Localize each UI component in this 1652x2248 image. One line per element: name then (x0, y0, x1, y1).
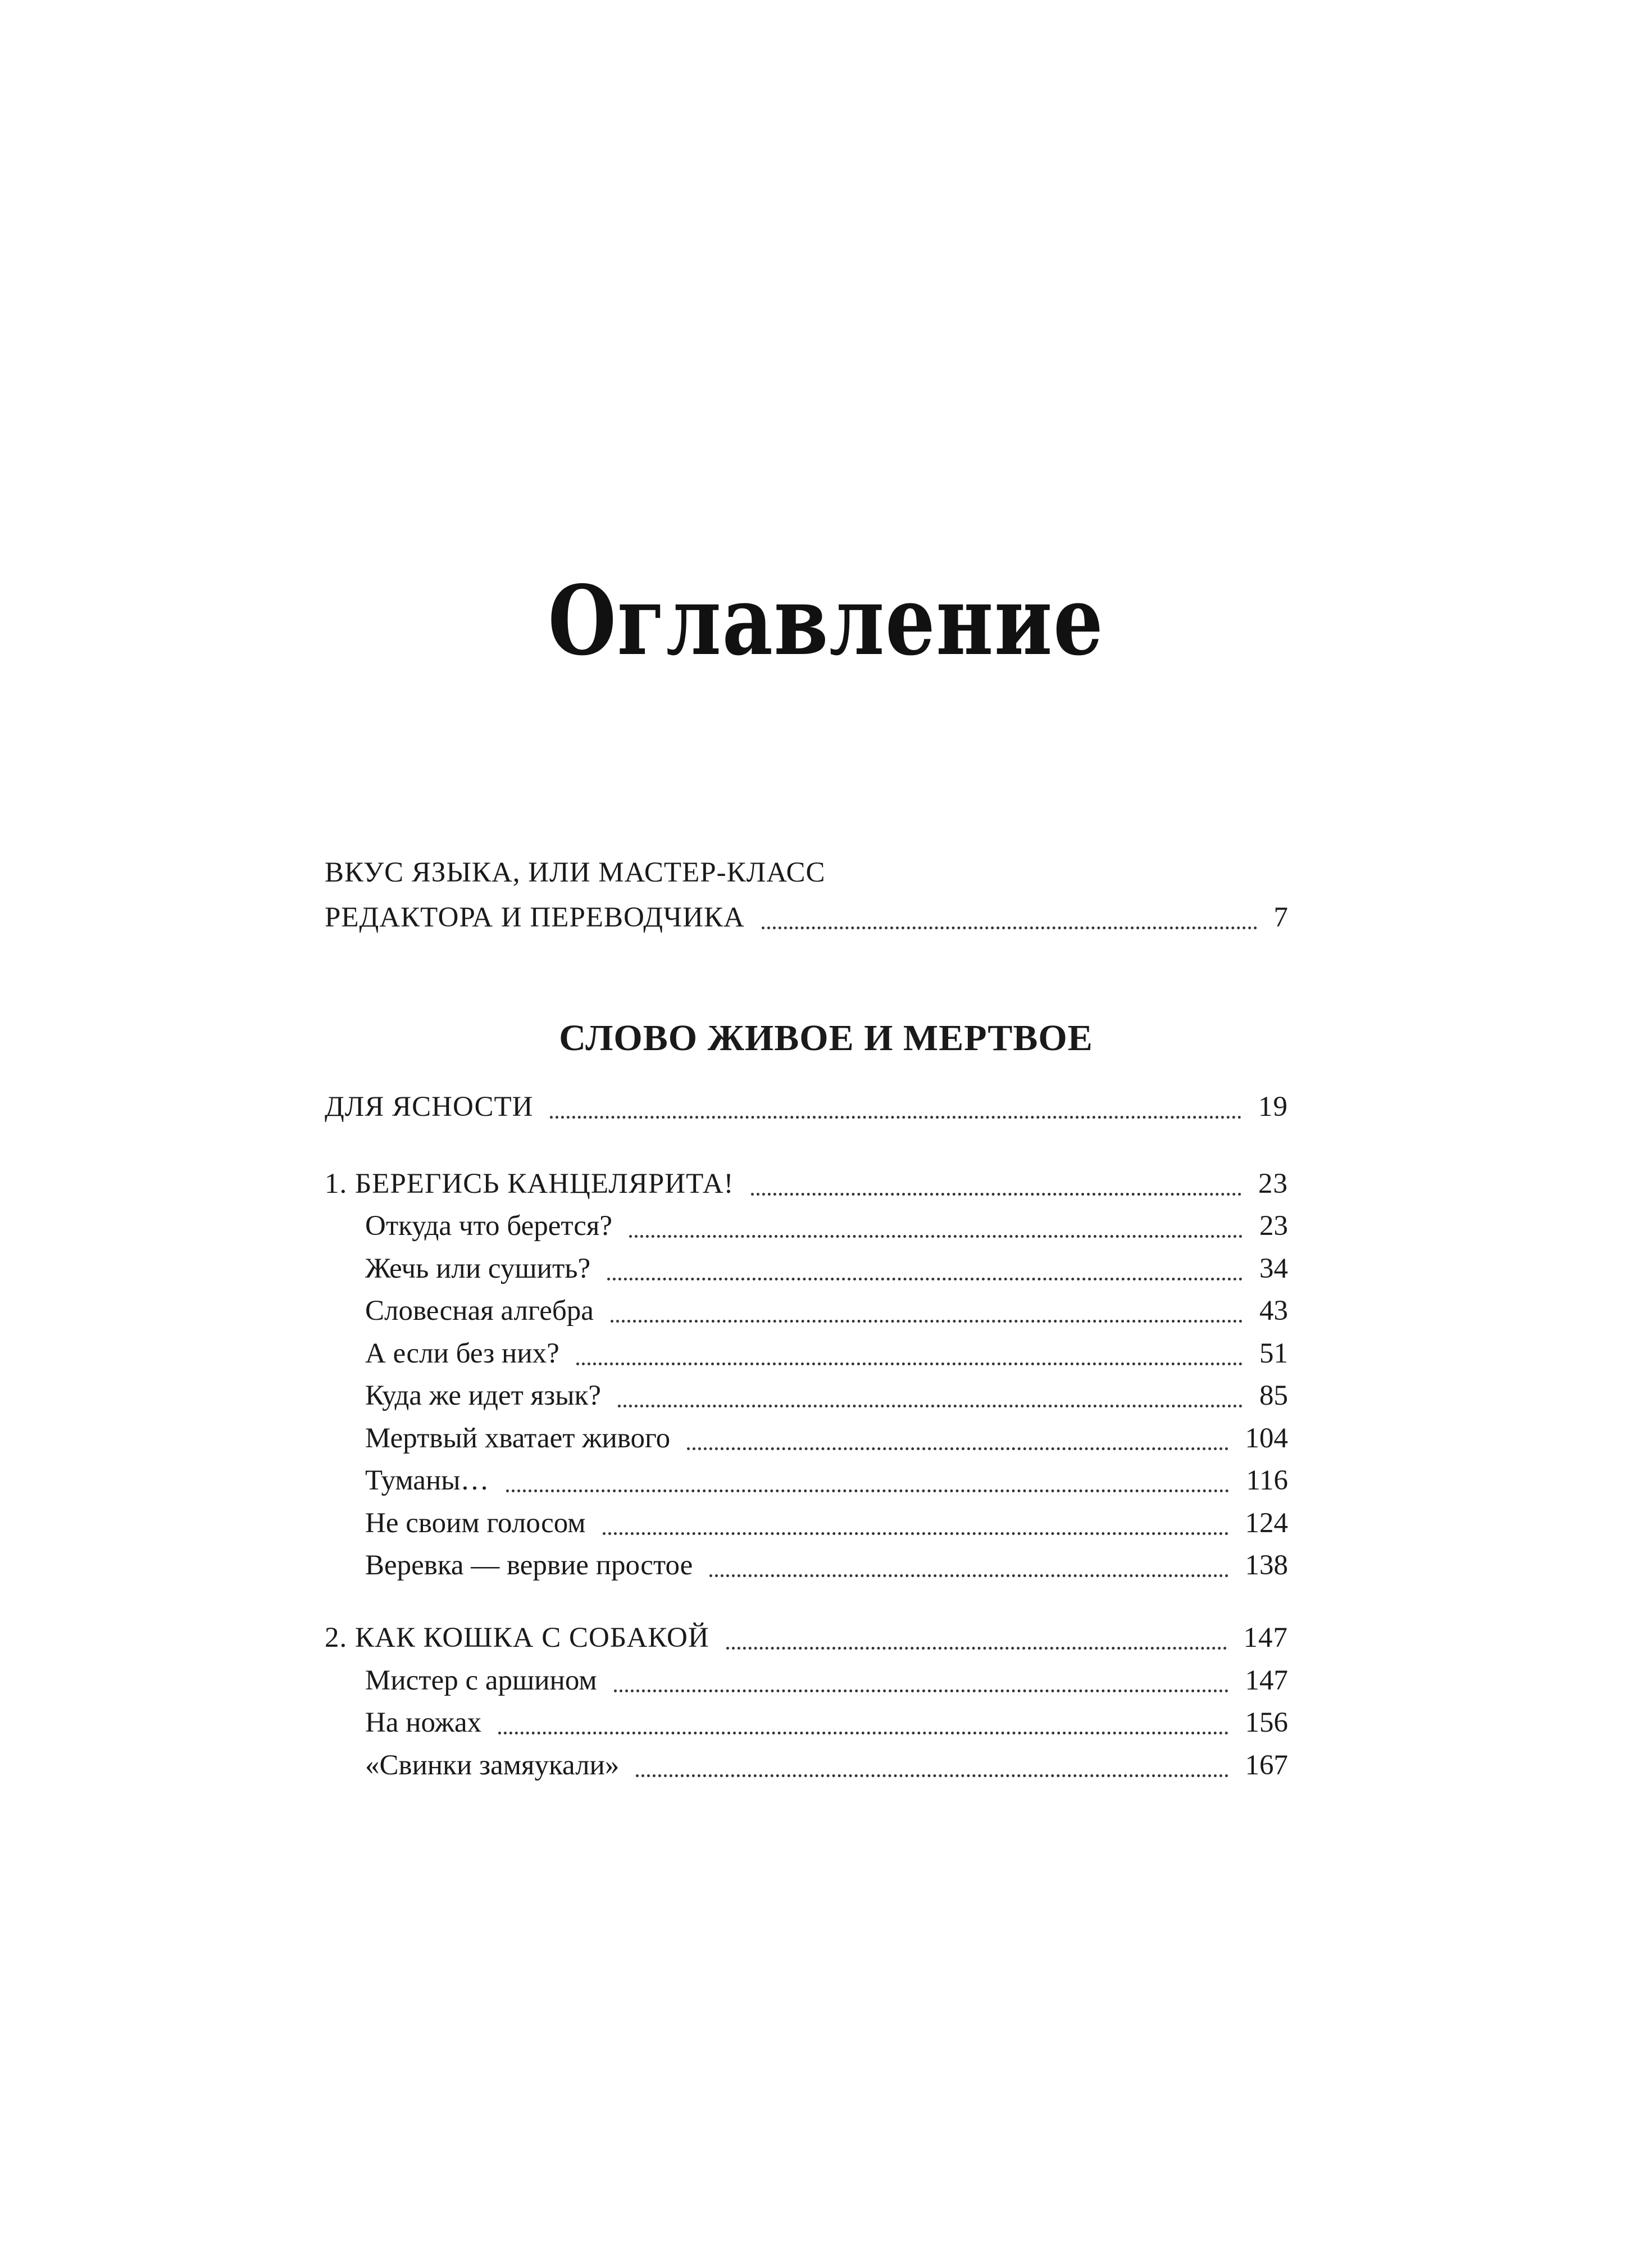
entry-label: Веревка — вервие простое (365, 1550, 693, 1581)
entry-label: 2. КАК КОШКА С СОБАКОЙ (325, 1622, 709, 1654)
entry-label: Не своим голосом (365, 1507, 586, 1539)
toc-subentry[interactable] (325, 1206, 1288, 1246)
dot-leader (751, 1193, 1241, 1196)
toc-chapter-1[interactable] (325, 1164, 1288, 1204)
dot-leader (576, 1363, 1243, 1365)
toc-subentry[interactable] (325, 1291, 1288, 1330)
entry-label: Жечь или сушить? (365, 1253, 591, 1284)
dot-leader (611, 1320, 1243, 1323)
entry-label: ДЛЯ ЯСНОСТИ (325, 1091, 534, 1123)
page-number: 167 (1245, 1750, 1288, 1781)
page-number: 104 (1245, 1423, 1288, 1454)
entry-label: Куда же идет язык? (365, 1380, 601, 1411)
entry-label: Словесная алгебра (365, 1295, 594, 1327)
dot-leader (762, 927, 1257, 929)
page-number: 43 (1259, 1295, 1288, 1327)
toc-subentry[interactable] (325, 1461, 1288, 1500)
dot-leader (550, 1116, 1241, 1119)
page-number: 156 (1245, 1707, 1288, 1738)
page-number: 51 (1259, 1338, 1288, 1369)
page-title: Оглавление (548, 565, 1104, 677)
dot-leader (506, 1489, 1230, 1492)
section-heading: СЛОВО ЖИВОЕ И МЕРТВОЕ (559, 1018, 1093, 1059)
toc-subentry[interactable] (325, 1419, 1288, 1458)
preface-entry[interactable] (325, 898, 1288, 937)
entry-label: 1. БЕРЕГИСЬ КАНЦЕЛЯРИТА! (325, 1168, 734, 1200)
dot-leader (498, 1732, 1228, 1734)
toc-subentry[interactable] (325, 1376, 1288, 1415)
page-number: 138 (1245, 1550, 1288, 1581)
preface-title-line1: ВКУС ЯЗЫКА, ИЛИ МАСТЕР-КЛАСС (325, 857, 826, 888)
dot-leader (709, 1574, 1228, 1577)
page-number: 116 (1246, 1465, 1288, 1496)
entry-label: Мертвый хватает живого (365, 1423, 671, 1454)
page-number: 147 (1243, 1622, 1288, 1654)
page-number: 124 (1245, 1507, 1288, 1539)
dot-leader (603, 1532, 1228, 1535)
dot-leader (687, 1447, 1228, 1450)
dot-leader (726, 1647, 1227, 1650)
toc-subentry[interactable] (325, 1703, 1288, 1742)
preface-title-line2: РЕДАКТОРА И ПЕРЕВОДЧИКА (325, 902, 745, 933)
toc-entry-dlya-yasnosti[interactable] (325, 1087, 1288, 1127)
page-number: 23 (1258, 1168, 1288, 1200)
page-number: 7 (1273, 902, 1288, 933)
page-number: 23 (1259, 1210, 1288, 1242)
dot-leader (629, 1235, 1243, 1238)
toc-chapter-2[interactable] (325, 1618, 1288, 1657)
toc-subentry[interactable] (325, 1661, 1288, 1700)
dot-leader (636, 1774, 1228, 1777)
toc-subentry[interactable] (325, 1546, 1288, 1585)
entry-label: На ножах (365, 1707, 482, 1738)
page-number: 34 (1259, 1253, 1288, 1284)
dot-leader (607, 1278, 1243, 1280)
toc-subentry[interactable] (325, 1746, 1288, 1785)
entry-label: Туманы… (365, 1465, 489, 1496)
entry-label: Мистер с аршином (365, 1665, 597, 1696)
toc-subentry[interactable] (325, 1504, 1288, 1543)
page-number: 19 (1258, 1091, 1288, 1123)
entry-label: «Свинки замяукали» (365, 1750, 620, 1781)
toc-subentry[interactable] (325, 1249, 1288, 1288)
entry-label: Откуда что берется? (365, 1210, 612, 1242)
page-number: 85 (1259, 1380, 1288, 1411)
page-number: 147 (1245, 1665, 1288, 1696)
entry-label: А если без них? (365, 1338, 559, 1369)
dot-leader (618, 1405, 1243, 1407)
toc-subentry[interactable] (325, 1334, 1288, 1373)
dot-leader (614, 1690, 1228, 1692)
